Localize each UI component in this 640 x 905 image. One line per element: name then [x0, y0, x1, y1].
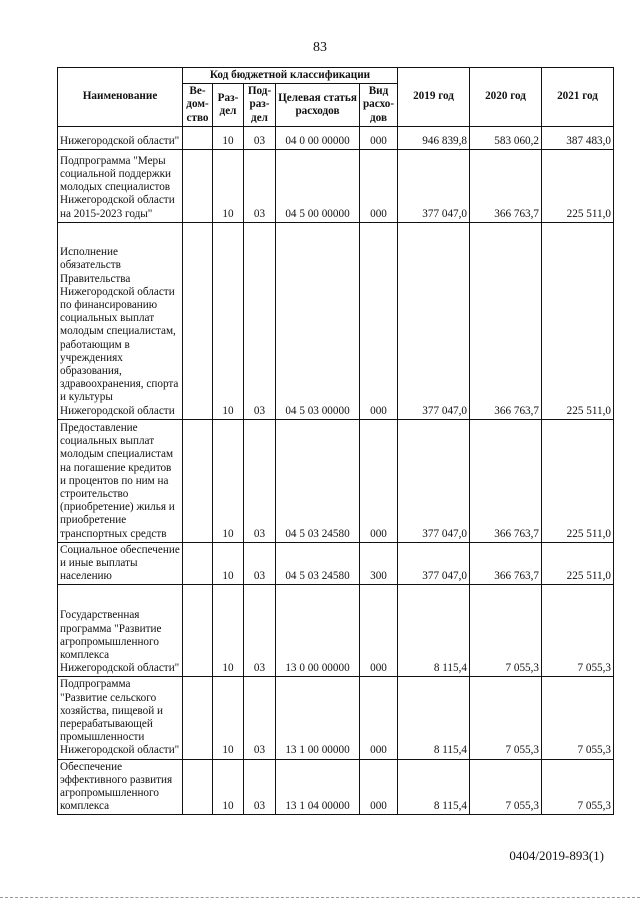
row-target-article: 13 1 04 00000: [276, 759, 360, 815]
row-vedomstvo: [183, 677, 213, 759]
row-razdel: 10: [213, 542, 244, 585]
row-amount-2021: 225 511,0: [542, 149, 614, 222]
table-row: [58, 677, 614, 759]
row-amount-2020: 366 763,7: [470, 419, 542, 542]
row-amount-2019: 946 839,8: [398, 126, 470, 149]
table-row: [58, 759, 614, 815]
row-podrazdel: 03: [244, 759, 276, 815]
table-row: [58, 419, 614, 542]
table-row: [58, 126, 614, 149]
row-amount-2019: 8 115,4: [398, 585, 470, 677]
row-amount-2021: 225 511,0: [542, 419, 614, 542]
row-expense-type: 300: [360, 542, 398, 585]
row-amount-2020: 7 055,3: [470, 677, 542, 759]
row-name: Подпрограмма "Меры социальной поддержки молодых специалистов Нижегородской области на 2015-2023 годы": [58, 149, 183, 222]
row-amount-2021: 387 483,0: [542, 126, 614, 149]
row-expense-type: 000: [360, 419, 398, 542]
row-amount-2020: 7 055,3: [470, 585, 542, 677]
header-razdel: Раз-дел: [213, 84, 244, 127]
row-target-article: 04 5 03 24580: [276, 419, 360, 542]
header-vedomstvo: Ве-дом-ство: [183, 84, 213, 127]
row-target-article: 04 5 00 00000: [276, 149, 360, 222]
row-target-article: 13 1 00 00000: [276, 677, 360, 759]
header-podrazdel: Под-раз-дел: [244, 84, 276, 127]
row-amount-2021: 225 511,0: [542, 222, 614, 419]
page-number: 83: [313, 40, 327, 55]
row-amount-2021: 7 055,3: [542, 677, 614, 759]
row-target-article: 13 0 00 00000: [276, 585, 360, 677]
row-vedomstvo: [183, 419, 213, 542]
row-name: Нижегородской области": [58, 126, 183, 149]
row-podrazdel: 03: [244, 222, 276, 419]
header-year-2020: 2020 год: [470, 68, 542, 127]
header-budget-code-group: Код бюджетной классификации: [183, 68, 398, 84]
table-row: [58, 542, 614, 585]
row-expense-type: 000: [360, 759, 398, 815]
row-amount-2021: 7 055,3: [542, 585, 614, 677]
row-name: Исполнение обязательств Правительства Нижегородской области по финансированию социальных выплат молодым специалистам, работающим в учреждениях образования, здравоохранения, спорта и культуры Нижегородской области: [58, 222, 183, 419]
row-amount-2019: 8 115,4: [398, 759, 470, 815]
row-name: Обеспечение эффективного развития агропромышленного комплекса: [58, 759, 183, 815]
row-target-article: 04 5 03 00000: [276, 222, 360, 419]
header-name: Наименование: [58, 68, 183, 127]
row-amount-2020: 366 763,7: [470, 149, 542, 222]
row-vedomstvo: [183, 542, 213, 585]
row-razdel: 10: [213, 585, 244, 677]
header-target-article: Целевая статья расходов: [276, 84, 360, 127]
row-amount-2020: 366 763,7: [470, 222, 542, 419]
row-name: Предоставление социальных выплат молодым специалистам на погашение кредитов и процентов по ним на строительство (приобретение) жилья и приобретение транспортных средств: [58, 419, 183, 542]
row-amount-2019: 377 047,0: [398, 419, 470, 542]
row-name: Государственная программа "Развитие агропромышленного комплекса Нижегородской области": [58, 585, 183, 677]
row-podrazdel: 03: [244, 677, 276, 759]
header-expense-type: Вид расхо-дов: [360, 84, 398, 127]
row-vedomstvo: [183, 585, 213, 677]
row-amount-2020: 7 055,3: [470, 759, 542, 815]
row-razdel: 10: [213, 419, 244, 542]
table-row: [58, 585, 614, 677]
row-amount-2021: 7 055,3: [542, 759, 614, 815]
row-razdel: 10: [213, 149, 244, 222]
row-amount-2020: 583 060,2: [470, 126, 542, 149]
row-razdel: 10: [213, 222, 244, 419]
row-target-article: 04 5 03 24580: [276, 542, 360, 585]
row-amount-2019: 377 047,0: [398, 542, 470, 585]
row-expense-type: 000: [360, 149, 398, 222]
header-year-2021: 2021 год: [542, 68, 614, 127]
table-row: [58, 222, 614, 419]
row-vedomstvo: [183, 149, 213, 222]
row-podrazdel: 03: [244, 149, 276, 222]
row-vedomstvo: [183, 759, 213, 815]
row-vedomstvo: [183, 126, 213, 149]
budget-table: [57, 67, 614, 815]
row-razdel: 10: [213, 759, 244, 815]
row-amount-2019: 377 047,0: [398, 149, 470, 222]
row-amount-2021: 225 511,0: [542, 542, 614, 585]
row-podrazdel: 03: [244, 585, 276, 677]
row-name: Подпрограмма "Развитие сельского хозяйства, пищевой и перерабатывающей промышленности Нижегородской области": [58, 677, 183, 759]
row-amount-2019: 377 047,0: [398, 222, 470, 419]
document-code: 0404/2019-893(1): [509, 848, 604, 863]
row-expense-type: 000: [360, 126, 398, 149]
row-name: Социальное обеспечение и иные выплаты населению: [58, 542, 183, 585]
row-razdel: 10: [213, 677, 244, 759]
bottom-divider: [0, 897, 640, 898]
header-year-2019: 2019 год: [398, 68, 470, 127]
table-row: [58, 149, 614, 222]
row-expense-type: 000: [360, 585, 398, 677]
row-amount-2019: 8 115,4: [398, 677, 470, 759]
row-target-article: 04 0 00 00000: [276, 126, 360, 149]
row-amount-2020: 366 763,7: [470, 542, 542, 585]
row-expense-type: 000: [360, 677, 398, 759]
row-podrazdel: 03: [244, 542, 276, 585]
row-razdel: 10: [213, 126, 244, 149]
row-podrazdel: 03: [244, 419, 276, 542]
row-podrazdel: 03: [244, 126, 276, 149]
row-vedomstvo: [183, 222, 213, 419]
row-expense-type: 000: [360, 222, 398, 419]
